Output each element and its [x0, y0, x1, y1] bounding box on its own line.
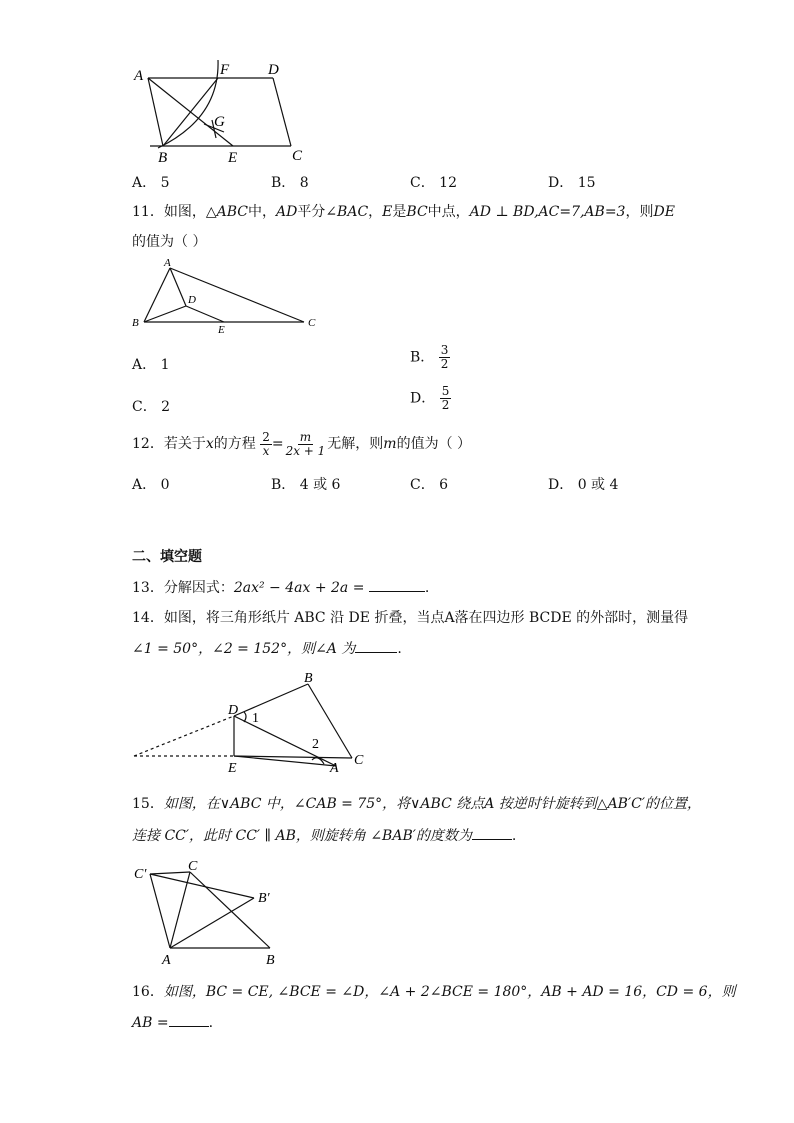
- q14-line1: 14．如图，将三角形纸片 ABC 沿 DE 折叠，当点A落在四边形 BCDE 的外部时，测量得: [132, 610, 689, 626]
- q10-label-C: C: [292, 148, 303, 164]
- q11-option-a: A． 1: [132, 357, 170, 373]
- q10-label-A: A: [134, 68, 144, 84]
- q11-option-b: B． $\frac{3}{2}$: [410, 343, 449, 371]
- q10-figure: [128, 58, 318, 168]
- q14-line2: ∠1 = 50°，∠2 = 152°，则∠A 为 .: [132, 641, 402, 657]
- q11-option-d: D． $\frac{5}{2}$: [410, 384, 450, 412]
- q15-label-Bp: B′: [258, 891, 270, 906]
- q12-question: 12．若关于x的方程 $\frac{2}{x}$ = $\frac{m}{2x + 1}$ 无解，则m的值为（ ）: [132, 429, 472, 458]
- q16-line2: AB = .: [132, 1015, 214, 1031]
- q14-figure: [128, 670, 378, 780]
- q10-label-G: G: [214, 114, 225, 130]
- q15-label-C: C: [188, 859, 198, 874]
- q11-label-C: C: [308, 317, 316, 329]
- q11-option-c: C． 2: [132, 399, 171, 415]
- q15-line2: 连接 CC′，此时 CC′ ∥ AB，则旋转角 ∠BAB′的度数为 .: [132, 828, 517, 844]
- q15-label-A: A: [162, 953, 171, 968]
- q11-line2: 的值为（ ）: [132, 234, 207, 250]
- q12-option-a: A． 0: [132, 477, 170, 493]
- q11-label-E: E: [218, 324, 225, 336]
- q12-option-b: B． 4 或 6: [271, 477, 341, 493]
- q15-figure: [128, 856, 288, 968]
- q12-option-d: D． 0 或 4: [548, 477, 619, 493]
- q14-label-B: B: [304, 671, 313, 686]
- q10-label-B: B: [158, 150, 168, 166]
- q11-label-D: D: [188, 294, 196, 306]
- q11-figure: [128, 256, 328, 336]
- q14-label-2: 2: [312, 737, 319, 752]
- section-title-fill-in: 二、填空题: [132, 549, 202, 565]
- q15-label-B: B: [266, 953, 275, 968]
- q14-label-D: D: [228, 703, 239, 718]
- q10-option-b: B． 8: [271, 175, 309, 191]
- q14-label-A: A: [330, 761, 339, 776]
- q14-answer-blank[interactable]: [355, 640, 397, 653]
- q14-label-C: C: [354, 753, 364, 768]
- q14-label-E: E: [228, 761, 237, 776]
- q16-line1: 16．如图，BC = CE, ∠BCE = ∠D，∠A + 2∠BCE = 180°，AB + AD = 16，CD = 6，则: [132, 984, 736, 1000]
- q11-label-A: A: [164, 257, 171, 269]
- q12-option-c: C． 6: [410, 477, 449, 493]
- q10-option-c: C． 12: [410, 175, 457, 191]
- q13-question: 13．分解因式：2ax² − 4ax + 2a = .: [132, 580, 430, 596]
- q10-label-E: E: [228, 150, 238, 166]
- q16-answer-blank[interactable]: [169, 1014, 209, 1027]
- q11-line1: 11．如图，△ABC中，AD平分∠BAC，E是BC中点，AD ⊥ BD,AC=7,AB=3，则DE: [132, 204, 675, 220]
- q15-line1: 15．如图，在∨ABC 中，∠CAB = 75°，将∨ABC 绕点A 按逆时针旋转到△AB′C′的位置，: [132, 796, 702, 812]
- q13-answer-blank[interactable]: [369, 579, 425, 592]
- q15-answer-blank[interactable]: [472, 827, 512, 840]
- q15-label-Cp: C′: [134, 867, 147, 882]
- q11-label-B: B: [132, 317, 139, 329]
- q10-option-d: D． 15: [548, 175, 596, 191]
- q10-option-a: A． 5: [132, 175, 170, 191]
- q14-label-1: 1: [252, 711, 259, 726]
- q10-label-D: D: [268, 62, 279, 78]
- q10-label-F: F: [220, 62, 230, 78]
